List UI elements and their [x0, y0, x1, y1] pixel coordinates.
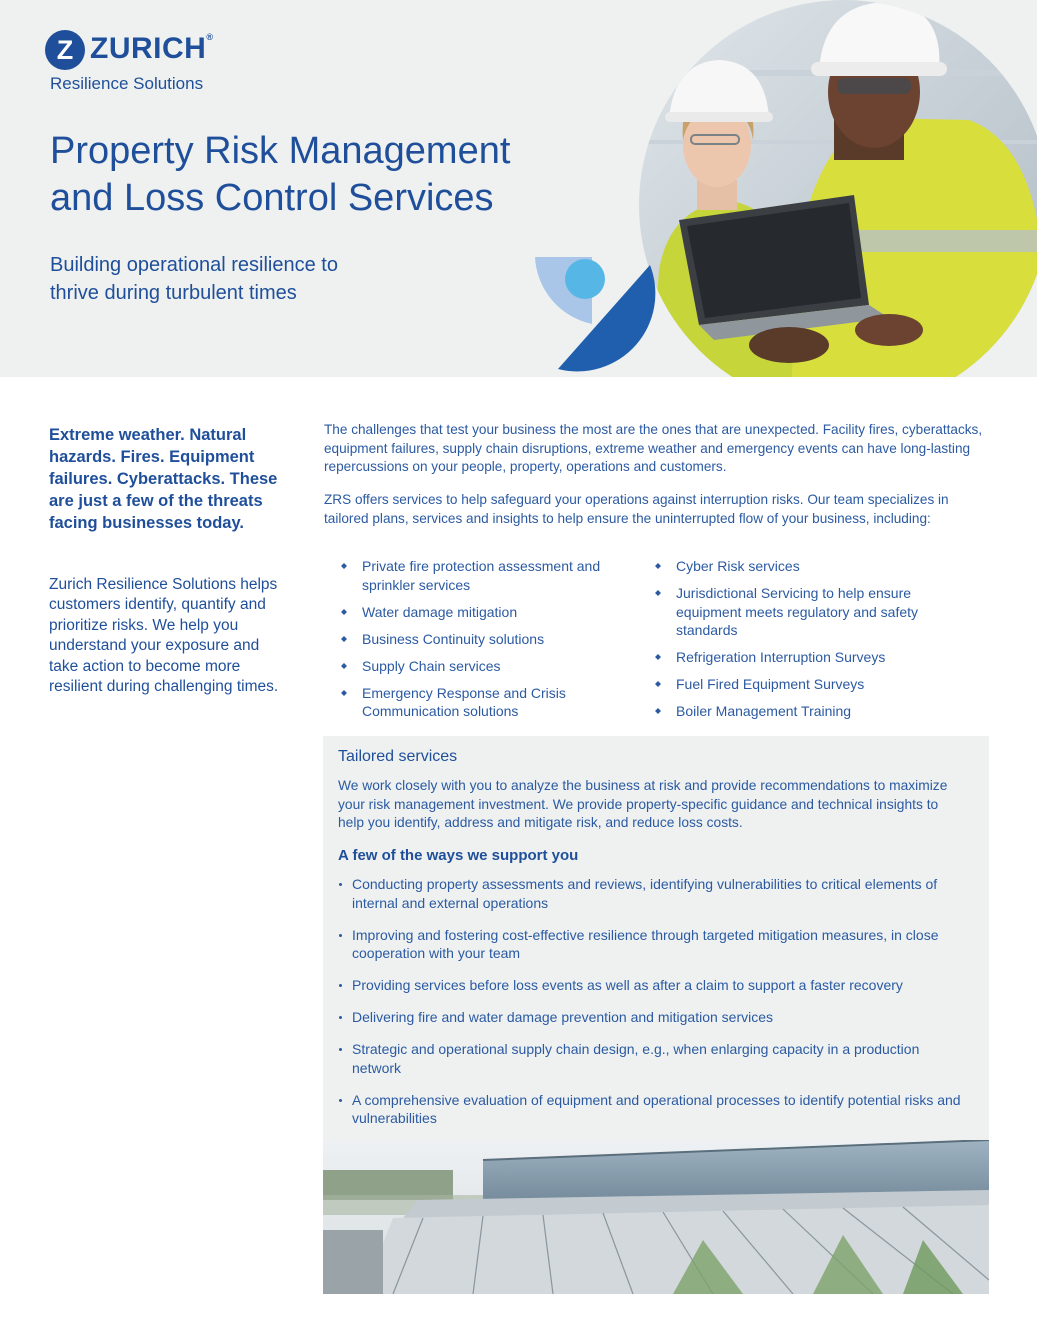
tailored-heading: Tailored services — [338, 748, 458, 765]
body-paragraph-2: ZRS offers services to help safeguard your operations against interruption risks. Our team specializes in tailored plans, services and insights to help ensure the uninterrupted flow of your business, including: — [324, 492, 949, 526]
service-item: Boiler Management Training — [638, 702, 958, 721]
tailored-paragraph: We work closely with you to analyze the business at risk and provide recommendations to maximize your risk management investment. We provide property-specific guidance and technical insights to help you identify, address and mitigate risk, and reduce loss costs. — [338, 778, 948, 830]
bullet-icon — [655, 590, 661, 596]
bullet-dot-icon — [339, 984, 342, 987]
hero-banner — [0, 0, 1037, 377]
bullet-dot-icon — [339, 883, 342, 886]
bullet-icon — [341, 690, 347, 696]
title-line: and Loss Control Services — [50, 177, 494, 219]
bullet-dot-icon — [339, 934, 342, 937]
subtitle-line: thrive during turbulent times — [50, 282, 297, 304]
support-item: Strategic and operational supply chain design, e.g., when enlarging capacity in a production network — [338, 1040, 968, 1077]
support-item: A comprehensive evaluation of equipment and operational processes to identify potential risks and vulnerabilities — [338, 1091, 968, 1128]
service-item: Business Continuity solutions — [324, 630, 634, 649]
title-line: Property Risk Management — [50, 130, 511, 172]
support-item: Improving and fostering cost-effective resilience through targeted mitigation measures, in close cooperation with your team — [338, 926, 968, 963]
building-photo — [323, 1140, 989, 1294]
services-list-right — [638, 557, 958, 729]
bullet-icon — [341, 663, 347, 669]
building-illustration — [323, 1140, 989, 1294]
engineers-photo-illustration — [639, 0, 1037, 377]
support-list — [338, 875, 968, 1141]
intro-paragraph: Zurich Resilience Solutions helps customers identify, quantify and prioritize risks. We help you understand your exposure and take action to become more resilient during challenging times. — [49, 576, 279, 696]
cyan-circle-shape — [565, 259, 605, 299]
bullet-icon — [655, 681, 661, 687]
support-item: Providing services before loss events as well as after a claim to support a faster recovery — [338, 976, 968, 995]
intro-highlight: Extreme weather. Natural hazards. Fires. Equipment failures. Cyberattacks. These are just a few of the threats facing businesses today. — [49, 426, 278, 532]
bullet-icon — [655, 563, 661, 569]
bullet-icon — [341, 636, 347, 642]
zurich-logo-mark: Z — [45, 30, 85, 70]
bullet-icon — [655, 654, 661, 660]
engineers-photo — [639, 0, 1037, 377]
service-item: Fuel Fired Equipment Surveys — [638, 675, 958, 694]
page-subtitle — [50, 251, 450, 307]
page-title — [50, 128, 610, 222]
service-item: Water damage mitigation — [324, 603, 634, 622]
subtitle-line: Building operational resilience to — [50, 254, 338, 276]
bullet-dot-icon — [339, 1016, 342, 1019]
services-list-left — [324, 557, 634, 729]
support-heading: A few of the ways we support you — [338, 847, 579, 864]
service-item: Private fire protection assessment and sprinkler services — [324, 557, 634, 594]
service-item: Cyber Risk services — [638, 557, 958, 576]
decorative-shapes — [530, 257, 670, 377]
support-item: Delivering fire and water damage prevention and mitigation services — [338, 1008, 968, 1027]
service-item: Emergency Response and Crisis Communication solutions — [324, 684, 634, 721]
service-item: Jurisdictional Servicing to help ensure equipment meets regulatory and safety standards — [638, 584, 958, 640]
bullet-dot-icon — [339, 1099, 342, 1102]
bullet-icon — [341, 563, 347, 569]
bullet-icon — [655, 708, 661, 714]
service-item: Refrigeration Interruption Surveys — [638, 648, 958, 667]
service-item: Supply Chain services — [324, 657, 634, 676]
bullet-icon — [341, 609, 347, 615]
zurich-logo[interactable] — [45, 28, 245, 98]
tailored-services-panel — [323, 736, 989, 1140]
support-item: Conducting property assessments and reviews, identifying vulnerabilities to critical elements of internal and external operations — [338, 875, 968, 912]
body-paragraph-1: The challenges that test your business the most are the ones that are unexpected. Facility fires, cyberattacks, equipment failures, supply chain disruptions, extreme weather and emergency events can have long-lasting repercussions on your people, property, operations and customers. — [324, 422, 983, 474]
brand-name: ZURICH® — [90, 32, 214, 65]
brand-subtitle: Resilience Solutions — [50, 74, 204, 93]
bullet-dot-icon — [339, 1048, 342, 1051]
